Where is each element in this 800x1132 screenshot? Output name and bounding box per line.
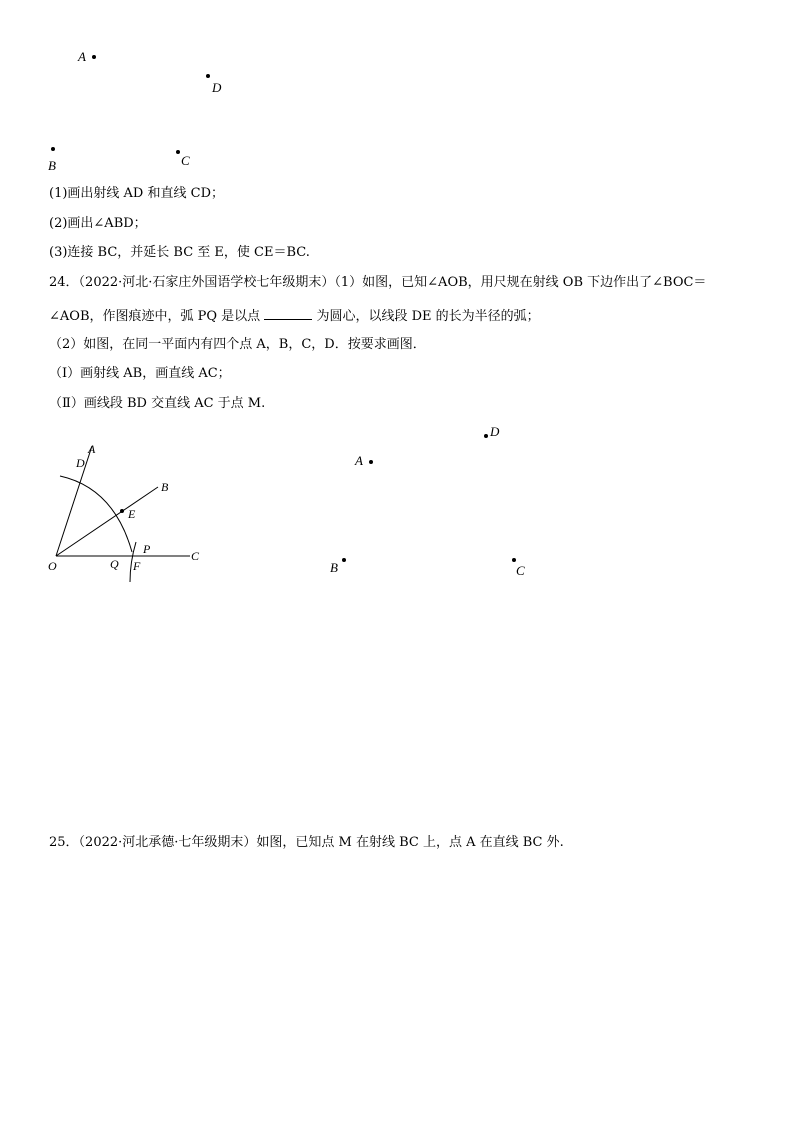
- fig3-point-a-dot: [369, 460, 373, 464]
- label-f: F: [133, 559, 141, 573]
- label-q: Q: [110, 557, 119, 571]
- answer-blank: [264, 307, 312, 320]
- fig3-label-d: D: [490, 424, 500, 439]
- figure-2-angle-construction: [40, 430, 220, 590]
- label-a: A: [88, 442, 96, 456]
- fig3-point-b-dot: [342, 558, 346, 562]
- label-e: E: [128, 507, 136, 521]
- q23-part1: (1)画出射线 AD 和直线 CD；: [49, 186, 224, 201]
- label-b: B: [161, 480, 169, 494]
- point-label-d: D: [212, 80, 222, 95]
- q24-line4: （Ⅰ）画射线 AB，画直线 AC；: [49, 366, 231, 381]
- point-e-dot: [120, 509, 124, 513]
- point-label-b: B: [48, 158, 56, 173]
- point-d-dot: [206, 74, 210, 78]
- point-c-dot: [176, 150, 180, 154]
- fig3-point-c-dot: [512, 558, 516, 562]
- ray-oa: [56, 446, 92, 556]
- q24-line1: 24．（2022·河北·石家庄外国语学校七年级期末）（1）如图，已知∠AOB，用尺规在射线 OB 下边作出了∠BOC＝: [49, 275, 707, 290]
- point-label-c: C: [181, 153, 190, 168]
- q23-part3: (3)连接 BC，并延长 BC 至 E，使 CE＝BC.: [49, 245, 310, 260]
- q24-line2: [49, 307, 540, 325]
- point-label-a: A: [78, 49, 86, 64]
- fig3-point-d-dot: [484, 434, 488, 438]
- q24-line5: （Ⅱ）画线段 BD 交直线 AC 于点 M.: [49, 396, 266, 411]
- fig3-label-c: C: [516, 563, 525, 578]
- label-p: P: [143, 542, 151, 556]
- q25-line1: 25．（2022·河北承德·七年级期末）如图，已知点 M 在射线 BC 上，点 A 在直线 BC 外.: [49, 835, 564, 850]
- q24-line2-after: 为圆心，以线段 DE 的长为半径的弧；: [316, 309, 540, 324]
- point-a-dot: [92, 55, 96, 59]
- fig3-label-b: B: [330, 560, 338, 575]
- q24-line2-before: ∠AOB，作图痕迹中，弧 PQ 是以点: [49, 309, 261, 324]
- arc-de: [60, 476, 132, 552]
- q24-line3: （2）如图，在同一平面内有四个点 A，B，C，D．按要求画图．: [49, 337, 426, 352]
- q23-part2: (2)画出∠ABD；: [49, 216, 147, 231]
- label-o: O: [48, 559, 57, 573]
- label-d: D: [76, 456, 85, 470]
- point-b-dot: [51, 147, 55, 151]
- label-c: C: [191, 549, 200, 563]
- fig3-label-a: A: [355, 453, 363, 468]
